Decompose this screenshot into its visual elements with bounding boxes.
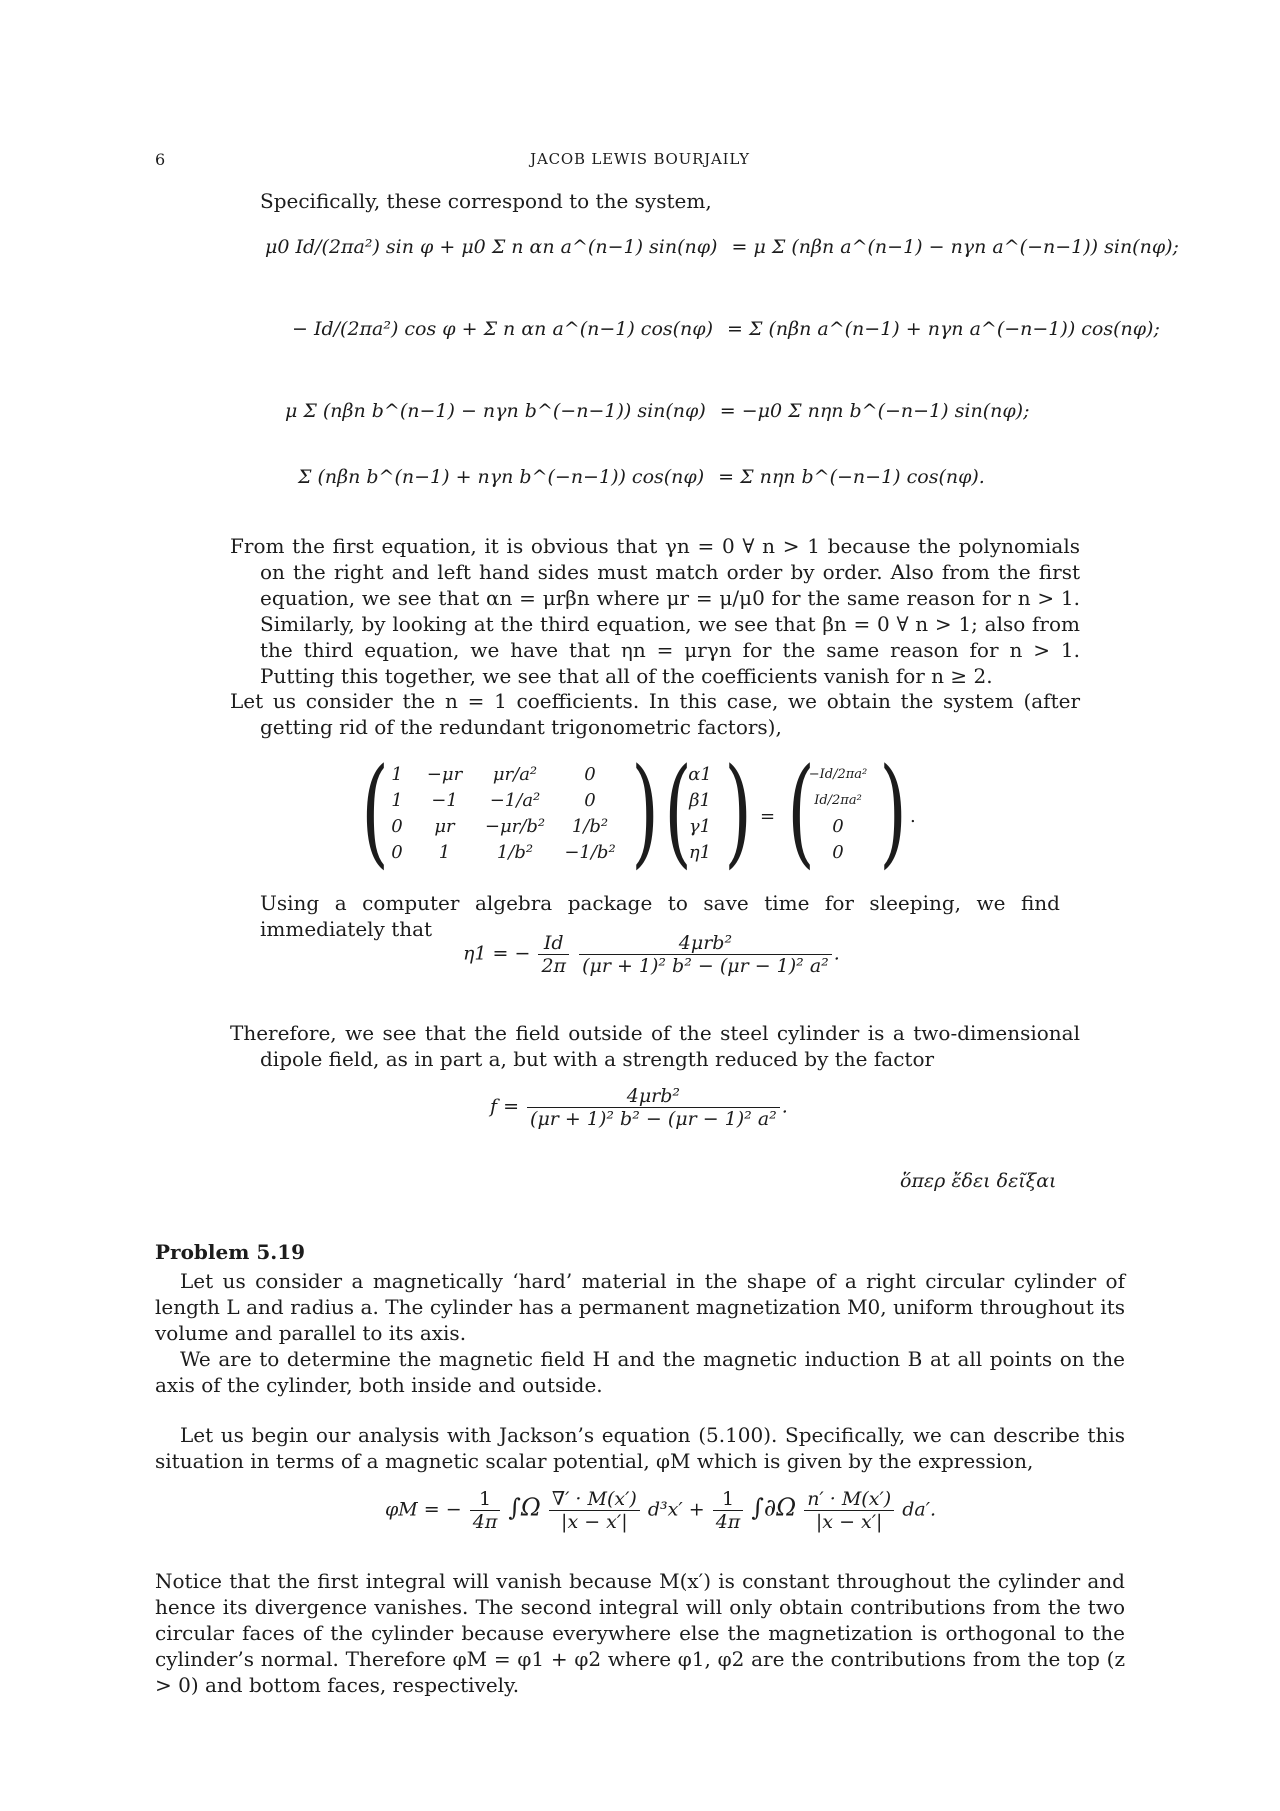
phi-m-lhs: φM = − [385,1498,462,1521]
equation-1-rhs: = μ Σ (nβn a^(n−1) − nγn a^(−n−1)) sin(nφ); [731,236,1179,258]
phi-integrand-1: $\frac{\nabla' \cdot M(x')}{|x - x'|}$ [549,1488,640,1533]
vector-right-paren: ) [724,742,752,880]
eta1-fraction-1: $\frac{Id}{2\pi}$ [538,932,569,977]
equation-3-rhs: = −μ0 Σ nηn b^(−n−1) sin(nφ); [719,400,1030,422]
problem-goal: We are to determine the magnetic field H and the magnetic induction B at all points on the axis of the cylinder, both inside and outside. [155,1347,1125,1397]
paragraph-coefficients: From the first equation, it is obvious that γn = 0 ∀ n > 1 because the polynomials on the right and left hand sides must match order by order. Also from the first equation, we see that αn = μrβn where μr = μ/μ0 for the same reason for n > 1. Similarly, by looking at the third equation, we see that βn = 0 ∀ n > 1; also from the third equation, we have that ηn = μrγn for the same reason for n > 1. Putting this together, we see that all of the coefficients vanish for n ≥ 2. [230,534,1080,688]
analysis-conclusion: Notice that the first integral will vanish because M(x′) is constant throughout the cylinder and hence its divergence vanishes. The second integral will only obtain contributions from the two circular faces of the cylinder because everywhere else the magnetization is orthogonal to the cylinder’s normal. Therefore φM = φ1 + φ2 where φ1, φ2 are the contributions from the top (z > 0) and bottom faces, respectively. [155,1569,1125,1697]
equation-2 [292,318,1160,340]
matrix-col-3: μr/a² −1/a² −μr/b² 1/b² [484,764,546,863]
unknown-vector: α1 β1 γ1 η1 [688,764,712,863]
f-lhs: f = [490,1095,519,1118]
analysis-intro: Let us begin our analysis with Jackson’s equation (5.100). Specifically, we can describe this situation in terms of a magnetic scalar potential, φM which is given by the expression, [155,1423,1125,1473]
phi-m-equation [385,1488,936,1533]
phi-coef-1: $\frac{1}{4\pi}$ [470,1488,501,1533]
rhs-right-paren: ) [879,742,907,880]
volume-element: d³x′ + [647,1498,705,1521]
qed-mark: ὅπερ ἔδει δεῖξαι [900,1170,1057,1192]
matrix-col-1: 1 1 0 0 [391,764,403,863]
intro-text: Specifically, these correspond to the system, [260,189,712,213]
equation-4 [298,466,985,488]
equation-1-lhs: μ0 Id/(2πa²) sin φ + μ0 Σ n αn a^(n−1) sin(nφ) [265,236,718,258]
equation-2-rhs: = Σ (nβn a^(n−1) + nγn a^(−n−1)) cos(nφ); [727,318,1160,340]
eta1-fraction-2: $\frac{\text{4μrb²}}{\text{(μr + 1)² b² − (μr − 1)² a²}}$ [579,932,832,977]
matrix-right-paren: ) [631,742,659,880]
surface-integral: ∫∂Ω [751,1493,797,1522]
phi-integrand-2: $\frac{n' \cdot M(x')}{|x - x'|}$ [804,1488,894,1533]
equation-2-lhs: − Id/(2πa²) cos φ + Σ n αn a^(n−1) cos(nφ) [292,318,713,340]
problem-statement: Let us consider a magnetically ‘hard’ material in the shape of a right circular cylinder of length L and radius a. The cylinder has a permanent magnetization M0, uniform throughout its volume and parallel to its axis. [155,1269,1125,1345]
eta1-equation: η1 = − $\frac{Id}{2\pi}$ $\frac{\text{4μrb²}}{\text{(μr + 1)² b² − (μr − 1)² a²}}$ . [463,932,840,977]
matrix-col-2: −μr −1 μr 1 [426,764,463,863]
area-element: da′. [902,1498,937,1521]
equation-3 [285,400,1029,422]
equation-1 [265,236,1179,258]
rhs-vector: −Id/2πa² Id/2πa² 0 0 [808,767,868,863]
paragraph-algebra: Using a computer algebra package to save time for sleeping, we find immediately that [260,891,1060,941]
page-number: 6 [155,150,166,169]
problem-title: Problem 5.19 [155,1240,306,1264]
matrix-system: ( 1 1 0 0 −μr −1 μr 1 μr/a² −1/a² −μr/b² 1/b² 0 0 1/b² −1/b² ) ( α1 β1 γ1 η1 ) = ( −Id/2πa² Id/2πa² 0 0 ) . [361,742,916,880]
volume-integral: ∫Ω [508,1493,541,1522]
running-title: JACOB LEWIS BOURJAILY [530,150,750,168]
paragraph-n1: Let us consider the n = 1 coefficients. In this case, we obtain the system (after getting rid of the redundant trigonometric factors), [230,689,1080,739]
f-equation: f = $\frac{\text{4μrb²}}{\text{(μr + 1)² b² − (μr − 1)² a²}}$ . [490,1085,788,1130]
matrix-col-4: 0 0 1/b² −1/b² [564,764,616,863]
equation-4-rhs: = Σ nηn b^(−n−1) cos(nφ). [718,466,985,488]
vector-left-paren: ( [664,742,692,880]
matrix-left-paren: ( [361,742,389,880]
rhs-left-paren: ( [787,742,815,880]
paragraph-dipole: Therefore, we see that the field outside of the steel cylinder is a two-dimensional dipole field, as in part a, but with a strength reduced by the factor [230,1021,1080,1071]
equation-4-lhs: Σ (nβn b^(n−1) + nγn b^(−n−1)) cos(nφ) [298,466,705,488]
equation-3-lhs: μ Σ (nβn b^(n−1) − nγn b^(−n−1)) sin(nφ) [285,400,706,422]
f-fraction: $\frac{\text{4μrb²}}{\text{(μr + 1)² b² − (μr − 1)² a²}}$ [527,1085,780,1130]
phi-coef-2: $\frac{1}{4\pi}$ [713,1488,744,1533]
eta1-lhs: η1 = − [463,942,531,965]
equals-sign: = [760,806,776,827]
